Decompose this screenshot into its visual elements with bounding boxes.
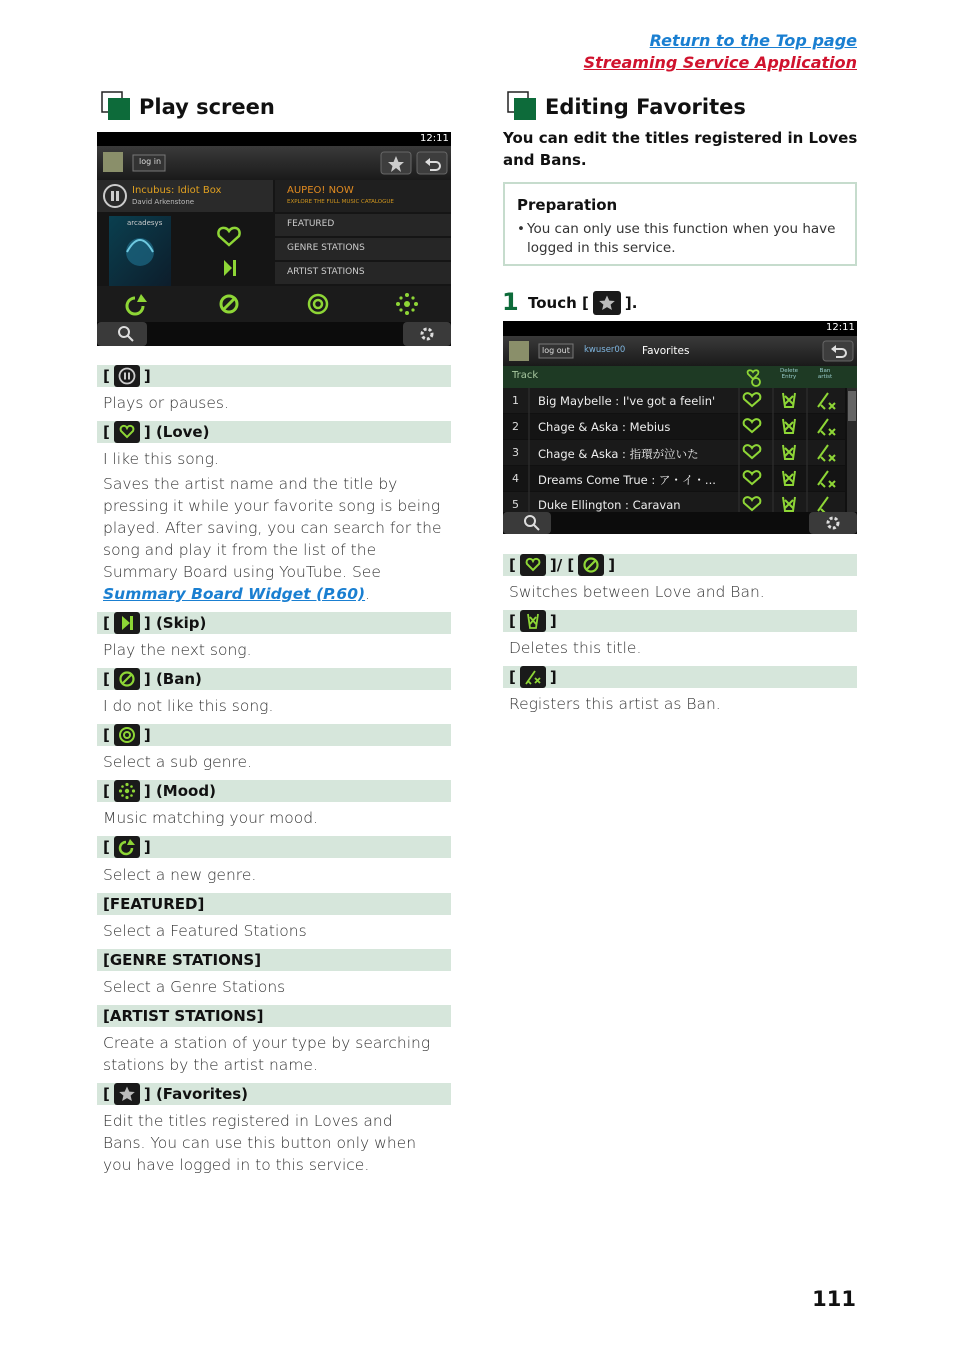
target-icon [114,724,140,746]
edit-item-banartist-desc: Registers this artist as Ban. [509,695,721,713]
item-artist-desc: Create a station of your type by searching stations by the artist name. [103,1034,431,1074]
row-num: 1 [512,394,519,407]
editing-intro: You can edit the titles registered in Loves and Bans. [503,129,858,169]
brand-sub: EXPLORE THE FULL MUSIC CATALOGUE [287,199,394,205]
step-number: 1 [502,288,519,316]
play-screen-title: Play screen [139,95,275,119]
ban-label: (Ban) [155,670,202,688]
step-touch-text: Touch [ [528,294,589,312]
preparation-box [503,182,857,266]
editing-favorites-title: Editing Favorites [545,95,746,119]
col-track: Track [512,370,539,381]
item-newgenre-bar: [ ] [97,836,451,858]
item-ban-bar: [ ] (Ban) [97,668,451,690]
fav-status-time: 12:11 [826,322,855,333]
pause-icon [114,365,140,387]
row-num: 4 [512,472,519,485]
page-number: 111 [812,1287,856,1311]
edit-item-loveban-bar: [ ]/ [ ] [503,554,857,576]
summary-board-link[interactable]: Summary Board Widget (P.60) [103,585,366,603]
love-desc-extra [103,473,443,605]
ban-artist-icon [520,666,546,688]
brand-name: AUPEO! NOW [287,185,354,196]
item-mood-bar: [ ] (Mood) [97,780,451,802]
heart-icon [114,421,140,443]
row-title: Dreams Come True : ア・イ・... [538,473,716,487]
item-favorites-bar: [ ] (Favorites) [97,1083,451,1105]
track-artist: David Arkenstone [132,198,195,206]
item-skip-desc: Play the next song. [103,641,252,659]
menu-featured: FEATURED [287,219,335,229]
item-artist-bar: [ARTIST STATIONS] [97,1005,451,1027]
item-mood-desc: Music matching your mood. [103,809,319,827]
favorites-heading: Favorites [642,345,690,357]
edit-item-delete-bar: [ ] [503,610,857,632]
return-top-link[interactable]: Return to the Top page [649,31,857,50]
play-screen-screenshot [97,132,451,346]
item-featured-desc: Select a Featured Stations [103,922,307,940]
mood-icon [114,780,140,802]
section-icon [101,91,131,125]
item-ban-desc: I do not like this song. [103,697,274,715]
love-label: (Love) [155,423,210,441]
row-title: Chage & Aska : Mebius [538,420,671,434]
item-love-desc [103,448,443,605]
row-title: Chage & Aska : 指環が泣いた [538,447,699,461]
step-instruction [528,291,637,315]
preparation-text: You can only use this function when you have logged in this service. [527,221,836,256]
edit-item-banartist-bar: [ ] [503,666,857,688]
user-name: kwuser00 [584,345,626,355]
favorites-label: (Favorites) [155,1085,249,1103]
item-play-bar: [ ] [97,365,451,387]
item-newgenre-desc: Select a new genre. [103,866,257,884]
col-ban: Ban artist [817,368,833,380]
row-num: 5 [512,498,519,511]
favorites-screenshot [503,321,857,534]
item-favorites-desc: Edit the titles registered in Loves and Bans. You can use this button only when you have logged in to this service. [103,1112,417,1174]
menu-genre: GENRE STATIONS [287,243,365,253]
preparation-bullet: • [517,221,525,237]
item-play-desc: Plays or pauses. [103,394,229,412]
status-time: 12:11 [420,133,449,144]
delete-icon [520,610,546,632]
row-num: 2 [512,420,519,433]
skip-icon [114,612,140,634]
menu-artist: ARTIST STATIONS [287,267,365,277]
edit-item-loveban-desc: Switches between Love and Ban. [509,583,765,601]
row-title: Big Maybelle : I've got a feelin' [538,394,716,408]
ban-icon [114,668,140,690]
track-title: Incubus: Idiot Box [132,185,222,196]
section-icon-2 [507,91,537,125]
mood-label: (Mood) [155,782,216,800]
skip-label: (Skip) [155,614,207,632]
heart-icon [520,554,546,576]
row-title: Duke Ellington : Caravan [538,498,681,512]
item-love-bar: [ ] (Love) [97,421,451,443]
item-genre-desc: Select a Genre Stations [103,978,286,996]
col-delete: Delete Entry [779,368,799,380]
refresh-genre-icon [114,836,140,858]
item-genre-bar: [GENRE STATIONS] [97,949,451,971]
item-featured-bar: [FEATURED] [97,893,451,915]
star-icon [114,1083,140,1105]
item-subgenre-bar: [ ] [97,724,451,746]
streaming-service-link[interactable]: Streaming Service Application [583,53,857,72]
logout-button: log out [542,346,570,355]
step-star-icon [593,291,621,315]
step-end-text: ]. [624,294,638,312]
item-skip-bar: [ ] (Skip) [97,612,451,634]
item-subgenre-desc: Select a sub genre. [103,753,252,771]
love-desc-line: I like this song. [103,450,219,468]
edit-item-delete-desc: Deletes this title. [509,639,642,657]
love-extra-text: Saves the artist name and the title by pressing it while your favorite song is being played. After saving, you can search for the song and play it from the list of the Summary Board using YouTube. See [103,475,442,581]
row-num: 3 [512,446,519,459]
album-label: arcadesys [127,219,163,227]
ban-icon [578,554,604,576]
love-end: . [365,585,371,603]
preparation-title: Preparation [517,196,618,214]
login-button: log in [139,157,162,166]
